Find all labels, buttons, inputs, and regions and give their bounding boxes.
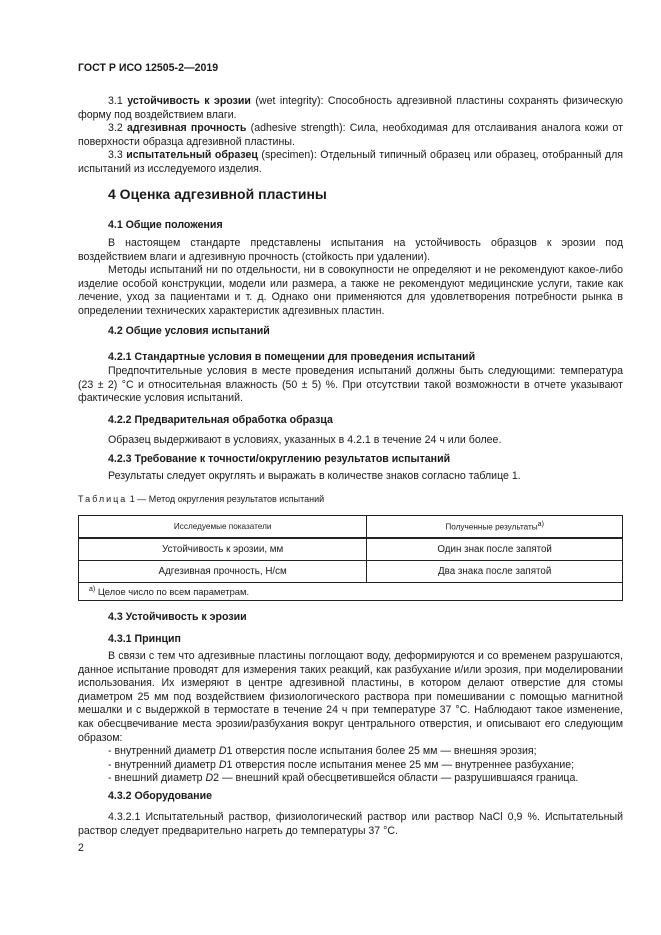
term-text: (specimen): Отдельный типичный образец или образец, отобранный для испытаний из исследуемого изделия. xyxy=(78,149,624,175)
item-text: — внешний край обесцветившейся области — разрушившаяся граница. xyxy=(219,772,579,785)
term-name: испытательный образец xyxy=(126,149,258,161)
paragraph: Результаты следует округлять и выражать в количестве знаков согласно таблице 1. xyxy=(108,470,521,482)
page-number: 2 xyxy=(78,842,84,854)
section-4-2-3-heading: 4.2.3 Требование к точности/округлению результатов испытаний xyxy=(108,453,451,465)
section-4-2-1-heading: 4.2.1 Стандартные условия в помещении для проведения испытаний xyxy=(108,351,476,363)
table-cell: Адгезивная прочность, Н/см xyxy=(79,561,367,583)
table-caption xyxy=(78,494,324,504)
section-4-3-2-heading: 4.3.2 Оборудование xyxy=(108,790,212,802)
term-text: (wet integrity): Способность адгезивной пластины сохранять физическую форму под воздействием влаги. xyxy=(78,95,623,121)
table-row xyxy=(79,561,623,583)
section-4-2-heading: 4.2 Общие условия испытаний xyxy=(108,325,270,337)
caption-label: Таблица xyxy=(78,494,128,504)
footnote-text: Целое число по всем параметрам. xyxy=(95,586,250,598)
document-header: ГОСТ Р ИСО 12505-2—2019 xyxy=(78,62,219,74)
term-text: (adhesive strength): Сила, необходимая для отслаивания аналога кожи от поверхности образца адгезивной пластины. xyxy=(78,122,623,148)
item-text: - внутренний диаметр xyxy=(108,745,219,757)
table-cell: Два знака после запятой xyxy=(367,561,623,583)
paragraph: Образец выдерживают в условиях, указанных в 4.2.1 в течение 24 ч или более. xyxy=(108,434,502,446)
term-num: 3.2 xyxy=(108,122,123,134)
table-cell: Один знак после запятой xyxy=(367,538,623,561)
list-item xyxy=(78,745,623,759)
table-cell: Устойчивость к эрозии, мм xyxy=(79,538,367,561)
var: D xyxy=(205,772,214,785)
term-3-2 xyxy=(78,122,623,149)
paragraph: Предпочтительные условия в месте проведения испытаний должны быть следующими: температура (23 ± 2) °С и относительная влажность (50 ± 5) %. При отсутствии такой возможности в отчете указывают фактические условия испытаний. xyxy=(78,365,623,405)
paragraph: Методы испытаний ни по отдельности, ни в совокупности не определяют и не рекомендуют какое-либо изделие особой конструкции, модели или размера, а также не рекомендуют медицинские услуги, такие как лечение, уход за пациентами и т. д. Однако они применяются для удовлетворения потребности рынка в определении технических характеристик адгезивных пластин. xyxy=(78,264,623,317)
term-3-1 xyxy=(78,95,623,122)
item-text: отверстия после испытания более 25 мм — внешняя эрозия; xyxy=(232,745,537,757)
diameter-list xyxy=(78,745,623,786)
table-footnote xyxy=(79,583,623,601)
caption-text: 1 — Метод округления результатов испытаний xyxy=(127,494,325,504)
item-text: - внешний диаметр xyxy=(108,772,206,785)
column-header: Исследуемые показатели xyxy=(79,516,367,539)
list-item xyxy=(78,772,623,786)
rounding-table xyxy=(78,515,623,601)
term-name: адгезивная прочность xyxy=(126,122,247,134)
var: D xyxy=(218,745,227,757)
item-text: отверстия после испытания менее 25 мм — внутреннее разбухание; xyxy=(232,758,575,771)
term-name: устойчивость к эрозии xyxy=(127,95,251,107)
list-item xyxy=(78,759,623,773)
var-index: 1 xyxy=(226,758,233,771)
section-4-3-1-heading: 4.3.1 Принцип xyxy=(108,633,181,645)
column-header xyxy=(367,516,623,539)
section-4-3-heading: 4.3 Устойчивость к эрозии xyxy=(108,611,247,623)
table-header-row xyxy=(79,516,623,539)
term-num: 3.1 xyxy=(108,95,123,107)
section-4-heading: 4 Оценка адгезивной пластины xyxy=(108,186,327,202)
term-3-3 xyxy=(78,149,623,176)
table-footnote-row xyxy=(79,583,623,601)
var-index: 1 xyxy=(226,745,233,757)
paragraph: В связи с тем что адгезивные пластины поглощают воду, деформируются и со временем разрушаются, данное испытание проводят для измерения таких реакций, как разбухание и/или эрозия, при моделировании использования. Их измеряют в центре адгезивной пластины, в котором делают отверстие для стомы диаметром 25 мм под воздействием физиологического раствора при помешивании с помощью магнитной мешалки и с выдержкой в термостате в течение 24 ч при температуре 37 °С. Наблюдают такое изменение, как обесцвечивание места эрозии/разбухания вокруг центрального отверстия, и описывают его следующим образом: xyxy=(78,650,623,744)
term-num: 3.3 xyxy=(108,149,123,161)
table-row xyxy=(79,538,623,561)
footnote-mark: а) xyxy=(89,585,96,593)
var-index: 2 xyxy=(213,772,220,785)
section-4-2-2-heading: 4.2.2 Предварительная обработка образца xyxy=(108,414,333,426)
footnote-ref: а) xyxy=(537,521,544,529)
section-4-1-heading: 4.1 Общие положения xyxy=(108,219,223,231)
header-text: Полученные результаты xyxy=(445,522,538,532)
item-text: - внутренний диаметр xyxy=(108,758,219,771)
var: D xyxy=(218,758,227,771)
paragraph: 4.3.2.1 Испытательный раствор, физиологический раствор или раствор NaCl 0,9 %. Испытательный раствор следует предварительно нагреть до температуры 37 °С. xyxy=(78,811,623,837)
paragraph: В настоящем стандарте представлены испытания на устойчивость образцов к эрозии под воздействием влаги и адгезивную прочность (стойкость при удалении). xyxy=(78,237,623,263)
